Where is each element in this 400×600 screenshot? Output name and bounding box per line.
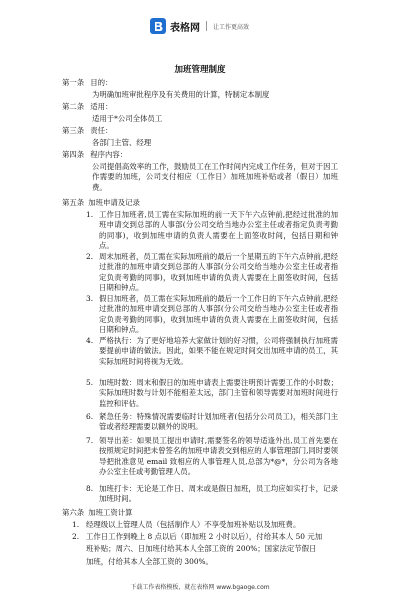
brand-name: 表格网 [170,22,200,34]
article-2-heading [62,102,112,112]
article-heading: 加班工资计算 [88,508,133,517]
logo-b-mark-icon [150,18,166,34]
article-heading: 责任： [90,126,113,135]
list-item: 领导出差：如果员工提出申请时,需要签名的领导适逢外出,员工首先要在按照规定时间把未曾签名的加班申请表交到相应的人事管理部门,同时要领导把批准意见 email 致相应的人事管理人员,总部为*@*，分公司为各地办公室主任或考勤管理人员。 [99,436,338,477]
article-2-body: 适用于*公司全体员工 [92,114,163,123]
list-item-number: 5. [86,378,94,387]
list-item-number: 7. [86,436,94,445]
document-title: 加班管理制度 [174,65,226,75]
article-4-heading [62,150,127,160]
list-item-line: 工作日工作到晚上 8 点以后（即加班 2 小时以后），付给其本人 50 元加 [86,532,323,541]
article-3-heading [62,126,112,136]
list-item: 紧急任务：特殊情况需要临时计划加班者(包括分公司员工)，相关部门主管或者经理需要以额外的说明。 [99,412,338,432]
list-item-number: 6. [86,412,94,421]
list-item-line: 加班，付给其本人全部工资的 300%。 [86,557,213,566]
list-item: 工作日加班者,员工需在实际加班的前一天下午六点钟前,把经过批准的加班申请交到总部的人事部(分公司交给当地办公室主任或者指定负责考勤的同事)，收到加班申请的负责人需要在上面签收时间，包括日期和钟点。 [99,210,338,251]
logo-divider [206,21,207,31]
list-item-number: 1. [72,520,80,529]
list-item-number: 3. [86,294,94,303]
article-label: 第四条 [62,150,85,159]
article-heading: 加班申请及记录 [88,198,140,207]
list-item-number: 8. [86,484,94,493]
article-heading: 适用： [90,102,113,111]
brand-slogan: 让工作更高效 [213,23,250,31]
article-label: 第六条 [62,508,85,517]
page-footer: 下载工作表格模板，就在表格网 www.bgaoge.com [130,584,270,591]
article-5-heading [62,198,140,208]
list-item: 假日加班者，员工需在实际加班前的最后一个工作日的下午六点钟前,把经过批准的加班申请交到总部的人事部(分公司交给当地办公室主任或者指定负责考勤的同事)，收到加班申请的负责人需要在上面签收时间，包括日期和钟点。 [99,294,338,335]
brand-logo[interactable] [150,18,249,34]
list-item-number: 4. [86,336,94,345]
list-item-line: 班补贴；周六、日加班付给其本人全部工资的 200%；国家法定节假日 [86,544,317,553]
article-1-heading [62,78,112,88]
article-label: 第三条 [62,126,85,135]
article-4-body: 公司提倡高效率的工作，鼓励员工在工作时间内完成工作任务，但对于因工作需要的加班，公司支付相应（工作日）加班加班补贴或者（假日）加班费。 [92,162,338,192]
article-label: 第一条 [62,78,85,87]
article-6-heading [62,508,133,518]
list-item-number: 2. [72,532,80,541]
list-item-number: 1. [86,210,94,219]
article-label: 第五条 [62,198,85,207]
list-item: 加班时数：周末和假日的加班申请表上需要注明预计需要工作的小时数；实际加班时数与计划不能相差太远，部门主管和领导需要对加班时间进行监控和评估。 [99,378,338,408]
list-item-number: 2. [86,252,94,261]
list-item: 严格执行：为了更好地培养大家做计划的好习惯，公司将强制执行加班需要提前申请的做法。因此，如果不能在规定时间交出加班申请的员工，其实际加班时间将视为无效。 [99,336,338,366]
article-heading: 目的： [90,78,113,87]
list-item: 经理级以上管理人员（包括制作人）不享受加班补贴以及加班费。 [86,520,301,529]
list-item: 周末加班者，员工需在实际加班前的最后一个星期五的下午六点钟前,把经过批准的加班申请交到总部的人事部(分公司交给当地办公室主任或者指定负责考勤的同事)，收到加班申请的负责人需要在上面签收时间，包括日期和钟点。 [99,252,338,293]
article-label: 第二条 [62,102,85,111]
article-3-body: 各部门主管、经理 [92,138,152,147]
article-1-body: 为明确加班审批程序及有关费用的计算，特制定本制度 [92,90,270,99]
list-item: 加班打卡：无论是工作日、周末或是假日加班，员工均应如实打卡，记录加班时间。 [99,484,338,504]
article-heading: 程序内容： [90,150,128,159]
